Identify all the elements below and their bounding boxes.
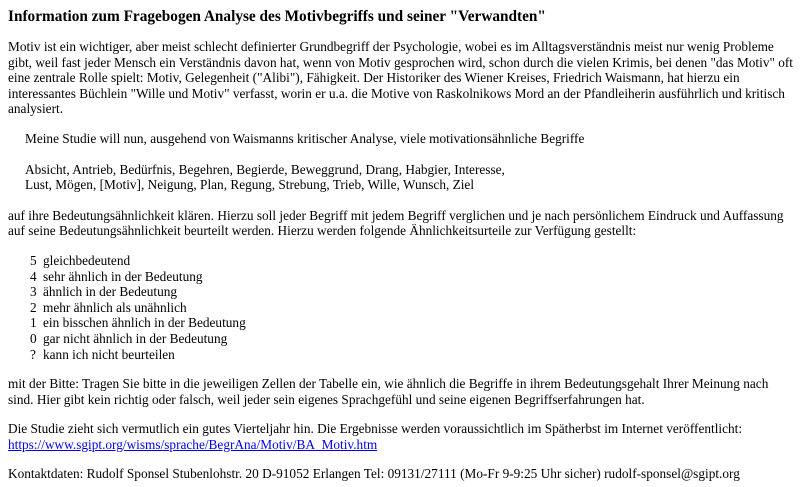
page-title: Information zum Fragebogen Analyse des Motivbegriffs und seiner "Verwandten"	[8, 8, 546, 25]
scale-label: mehr ähnlich als unähnlich	[43, 299, 187, 315]
scale-label: ein bisschen ähnlich in der Bedeutung	[43, 315, 246, 331]
scale-item	[30, 269, 794, 285]
similarity-scale	[8, 253, 794, 362]
study-block	[8, 131, 794, 193]
scale-number: 5	[30, 252, 37, 268]
scale-item	[30, 300, 794, 316]
duration-text: Die Studie zieht sich vermutlich ein gutes Vierteljahr hin. Die Ergebnisse werden voraussichtlich im Spätherbst im Internet veröffentlicht:	[8, 421, 743, 437]
terms-line: Lust, Mögen, [Motiv], Neigung, Plan, Regung, Strebung, Trieb, Wille, Wunsch, Ziel	[25, 177, 475, 193]
scale-number: 2	[30, 299, 37, 315]
scale-label: sehr ähnlich in der Bedeutung	[43, 268, 203, 284]
contact-line: Kontaktdaten: Rudolf Sponsel Stubenlohstr. 20 D-91052 Erlangen Tel: 09131/27111 (Mo-Fr 9-9:25 Uhr sicher) rudolf-sponsel@sgipt.org	[8, 466, 740, 482]
scale-number: 3	[30, 284, 37, 300]
clarify-paragraph: auf ihre Bedeutungsähnlichkeit klären. Hierzu soll jeder Begriff mit jedem Begriff verglichen und je nach persönlichem Eindruck und Auffassung auf seine Bedeutungsähnlichkeit beurteilt werden. Hierzu werden folgende Ähnlichkeitsurteile zur Verfügung gestellt:	[8, 207, 784, 239]
scale-number: 4	[30, 268, 37, 284]
intro-paragraph: Motiv ist ein wichtiger, aber meist schlecht definierter Grundbegriff der Psychologie, wobei es im Alltagsverständnis meist nur wenig Probleme gibt, weil fast jeder Mensch ein Verständnis davon hat, wenn von Motiv gesprochen wird, schon durch die vielen Krimis, bei denen "das Motiv" oft eine zentrale Rolle spielt: Motiv, Gelegenheit ("Alibi"), Fähigkeit. Der Historiker des Wiener Kreises, Friedrich Waismann, hat hierzu ein interessantes Büchlein "Wille und Motiv" verfasst, worin er u.a. die Motive von Raskolnikows Mord an der Pfandleiherin ausführlich und kritisch analysiert.	[8, 39, 793, 117]
scale-label: kann ich nicht beurteilen	[43, 346, 175, 362]
terms-line: Absicht, Antrieb, Bedürfnis, Begehren, Begierde, Beweggrund, Drang, Habgier, Interesse,	[25, 161, 505, 177]
scale-label: gar nicht ähnlich in der Bedeutung	[43, 330, 228, 346]
scale-item	[30, 347, 794, 363]
results-link[interactable]: https://www.sgipt.org/wisms/sprache/BegrAna/Motiv/BA_Motiv.htm	[8, 436, 378, 452]
scale-item	[30, 253, 794, 269]
terms-list	[25, 162, 794, 193]
study-line: Meine Studie will nun, ausgehend von Waismanns kritischer Analyse, viele motivationsähnliche Begriffe	[25, 130, 585, 146]
scale-label: gleichbedeutend	[43, 252, 131, 268]
scale-item	[30, 284, 794, 300]
request-paragraph: mit der Bitte: Tragen Sie bitte in die jeweiligen Zellen der Tabelle ein, wie ähnlich die Begriffe in ihrem Bedeutungsgehalt Ihrer Meinung nach sind. Hier gibt kein richtig oder falsch, weil jeder sein eigenes Sprachgefühl und seine eigenen Begriffserfahrungen hat.	[8, 376, 769, 407]
scale-number: 1	[30, 315, 37, 331]
document-page	[8, 8, 794, 482]
scale-label: ähnlich in der Bedeutung	[43, 284, 178, 300]
scale-number: ?	[30, 346, 36, 362]
scale-item	[30, 315, 794, 331]
scale-number: 0	[30, 330, 37, 346]
scale-item	[30, 331, 794, 347]
duration-paragraph	[8, 421, 794, 452]
